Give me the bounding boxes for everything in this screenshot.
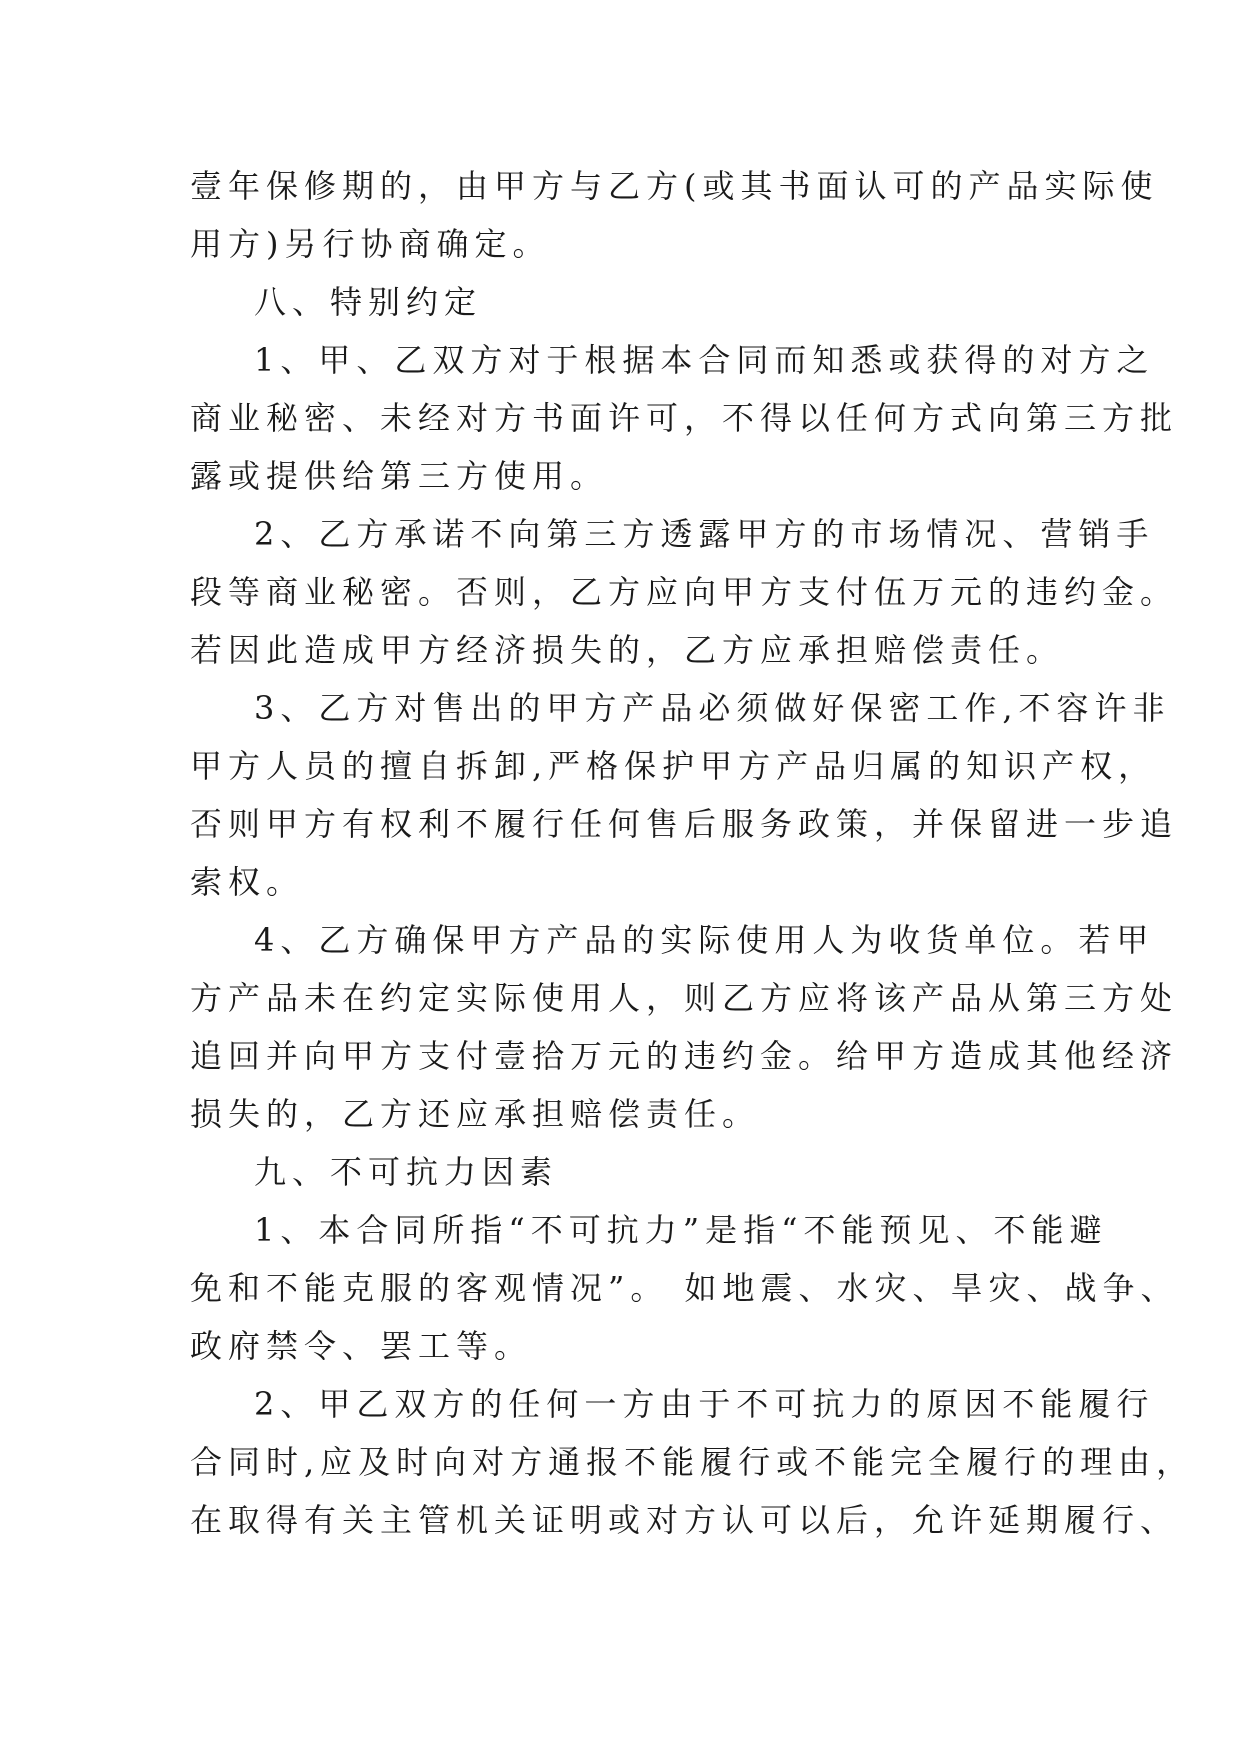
section-heading: 八、特别约定 <box>254 283 483 321</box>
text-line: 3、乙方对售出的甲方产品必须做好保密工作,不容许非 <box>254 689 1171 727</box>
text-line: 段等商业秘密。否则，乙方应向甲方支付伍万元的违约金。 <box>190 573 1179 611</box>
text-line: 露或提供给第三方使用。 <box>190 457 609 495</box>
section-heading: 九、不可抗力因素 <box>254 1153 559 1191</box>
text-line: 商业秘密、未经对方书面许可，不得以任何方式向第三方批 <box>190 399 1179 437</box>
text-line: 追回并向甲方支付壹拾万元的违约金。给甲方造成其他经济 <box>190 1037 1179 1075</box>
text-line: 政府禁令、罢工等。 <box>190 1327 533 1365</box>
text-line: 2、乙方承诺不向第三方透露甲方的市场情况、营销手 <box>254 515 1155 553</box>
text-line: 否则甲方有权利不履行任何售后服务政策，并保留进一步追 <box>190 805 1179 843</box>
text-line: 免和不能克服的客观情况”。 如地震、水灾、旱灾、战争、 <box>190 1269 1179 1307</box>
text-line: 损失的，乙方还应承担赔偿责任。 <box>190 1095 761 1133</box>
text-line: 在取得有关主管机关证明或对方认可以后，允许延期履行、 <box>190 1501 1179 1539</box>
text-line: 4、乙方确保甲方产品的实际使用人为收货单位。若甲 <box>254 921 1155 959</box>
text-line: 1、甲、乙双方对于根据本合同而知悉或获得的对方之 <box>254 341 1155 379</box>
document-body <box>190 157 1195 1549</box>
text-line: 合同时,应及时向对方通报不能履行或不能完全履行的理由， <box>190 1443 1195 1481</box>
text-line: 方产品未在约定实际使用人，则乙方应将该产品从第三方处 <box>190 979 1179 1017</box>
text-line: 1、本合同所指“不可抗力”是指“不能预见、不能避 <box>254 1211 1108 1249</box>
text-line: 壹年保修期的，由甲方与乙方(或其书面认可的产品实际使 <box>190 167 1159 205</box>
text-line: 甲方人员的擅自拆卸,严格保护甲方产品归属的知识产权， <box>190 747 1157 785</box>
text-line: 若因此造成甲方经济损失的，乙方应承担赔偿责任。 <box>190 631 1065 669</box>
text-line: 索权。 <box>190 863 305 901</box>
text-line: 2、甲乙双方的任何一方由于不可抗力的原因不能履行 <box>254 1385 1155 1423</box>
text-line: 用方)另行协商确定。 <box>190 225 551 263</box>
